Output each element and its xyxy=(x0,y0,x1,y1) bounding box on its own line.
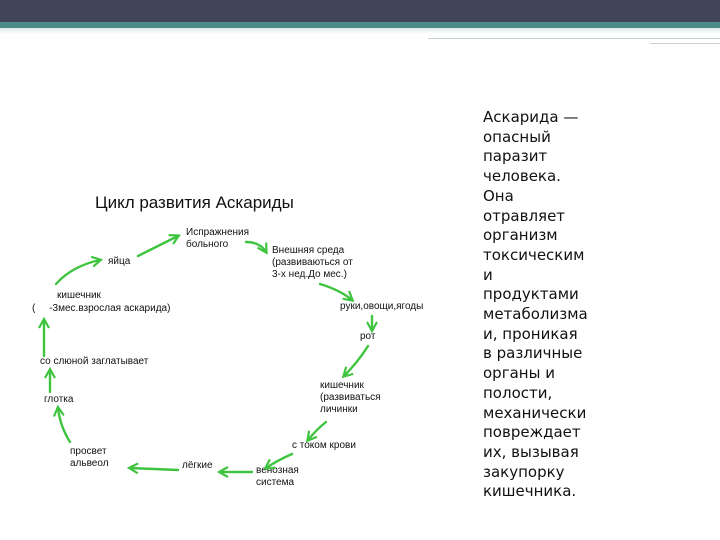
arrow-lungs-to-alveoli xyxy=(130,468,178,470)
arrow-excrement-to-environment xyxy=(246,242,266,252)
node-venous-system: венозная система xyxy=(256,465,299,488)
node-blood-flow: с током крови xyxy=(292,440,356,451)
title-bar xyxy=(0,0,720,22)
arrow-intestine-to-blood xyxy=(308,422,326,440)
arrow-alveoli-to-pharynx xyxy=(58,408,70,442)
arrow-eggs-to-excrement xyxy=(138,236,178,256)
node-excrement: Испражнения больного xyxy=(186,227,250,250)
node-environment: Внешняя среда (развиваються от 3-х нед.До мес.) xyxy=(272,245,353,280)
node-intestine-larvae: кишечник (развиваться личинки xyxy=(320,380,381,415)
diagram-title: Цикл развития Аскариды xyxy=(95,193,294,212)
arrow-environment-to-hands xyxy=(320,284,352,300)
accent-fade xyxy=(0,28,720,34)
ascaris-cycle-diagram xyxy=(20,180,450,498)
node-lungs: лёгкие xyxy=(182,460,213,471)
node-mouth: рот xyxy=(360,331,376,342)
arrow-mouth-to-intestine xyxy=(344,346,368,376)
node-intestine-adult: кишечник ( -3мес.взрослая аскарида) xyxy=(32,290,171,314)
node-eggs: яйца xyxy=(108,256,131,267)
decor-rule xyxy=(428,38,720,39)
node-swallowed: со слюной заглатывает xyxy=(40,356,149,367)
decor-rule-short xyxy=(650,43,720,44)
node-alveoli: просвет альвеол xyxy=(70,446,109,469)
node-hands-food: руки,овощи,ягоды xyxy=(340,301,424,312)
node-pharynx: глотка xyxy=(44,394,74,405)
cycle-diagram-svg xyxy=(20,180,450,498)
description-text: Аскарида — опасный паразит человека. Она отравляет организм токсическим и продуктами метаболизма и, проникая в различные органы и полости, механически повреждает их, вызывая закупорку кишечника. xyxy=(483,108,588,501)
arrow-intestine-to-eggs xyxy=(56,260,100,284)
